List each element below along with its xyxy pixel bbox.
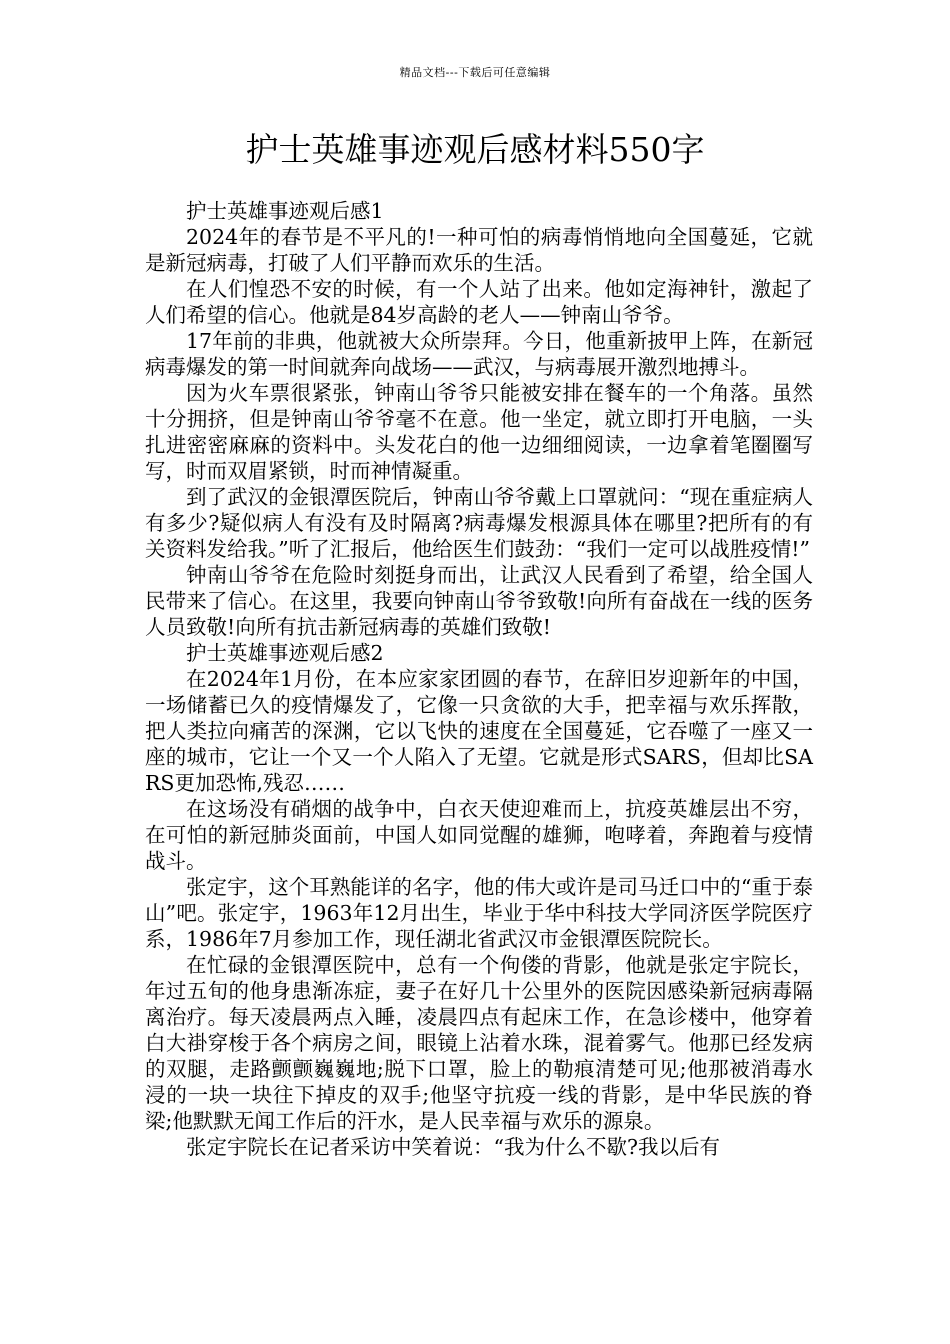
- body-paragraph: 张定宇院长在记者采访中笑着说：“我为什么不歇?我以后有: [186, 1135, 720, 1159]
- body-paragraph: 17年前的非典，他就被大众所崇拜。今日，他重新披甲上阵，在新冠病毒爆发的第一时间就奔向战场——武汉，与病毒展开激烈地搏斗。: [145, 329, 813, 379]
- body-paragraph: 在忙碌的金银潭医院中，总有一个佝偻的背影，他就是张定宇院长，年过五旬的他身患渐冻症，妻子在好几十公里外的医院因感染新冠病毒隔离治疗。每天凌晨两点入睡，凌晨四点有起床工作，在急诊楼中，他穿着白大褂穿梭于各个病房之间，眼镜上沾着水珠，混着雾气。他那已经发病的双腿，走路颤颤巍巍地;脱下口罩，脸上的勒痕清楚可见;他那被消毒水浸的一块一块往下掉皮的双手;他坚守抗疫一线的背影，是中华民族的脊梁;他默默无闻工作后的汗水，是人民幸福与欢乐的源泉。: [145, 953, 813, 1133]
- document-title: 护士英雄事迹观后感材料550字: [245, 130, 705, 169]
- body-paragraph: 在这场没有硝烟的战争中，白衣天使迎难而上，抗疫英雄层出不穷，在可怕的新冠肺炎面前，中国人如同觉醒的雄狮，咆哮着，奔跑着与疫情战斗。: [145, 797, 813, 873]
- body-paragraph: 在2024年1月份，在本应家家团圆的春节，在辞旧岁迎新年的中国，一场储蓄已久的疫情爆发了，它像一只贪欲的大手，把幸福与欢乐挥散，把人类拉向痛苦的深渊，它以飞快的速度在全国蔓延，它吞噬了一座又一座的城市，它让一个又一个人陷入了无望。它就是形式SARS，但却比SARS更加恐怖,残忍……: [145, 667, 813, 795]
- body-paragraph: 到了武汉的金银潭医院后，钟南山爷爷戴上口罩就问：“现在重症病人有多少?疑似病人有没有及时隔离?病毒爆发根源具体在哪里?把所有的有关资料发给我。”听了汇报后，他给医生们鼓劲：“我们一定可以战胜疫情!”: [145, 485, 813, 561]
- page-header-note: 精品文档---下载后可任意编辑: [399, 66, 551, 79]
- document-body: [145, 198, 813, 1160]
- body-paragraph: 钟南山爷爷在危险时刻挺身而出，让武汉人民看到了希望，给全国人民带来了信心。在这里，我要向钟南山爷爷致敬!向所有奋战在一线的医务人员致敬!向所有抗击新冠病毒的英雄们致敬!: [145, 563, 813, 639]
- body-paragraph: 2024年的春节是不平凡的!一种可怕的病毒悄悄地向全国蔓延，它就是新冠病毒，打破了人们平静而欢乐的生活。: [145, 225, 813, 275]
- body-paragraph: 在人们惶恐不安的时候，有一个人站了出来。他如定海神针，激起了人们希望的信心。他就是84岁高龄的老人——钟南山爷爷。: [145, 277, 813, 327]
- body-paragraph: 张定宇，这个耳熟能详的名字，他的伟大或许是司马迁口中的“重于泰山”吧。张定宇，1963年12月出生，毕业于华中科技大学同济医学院医疗系，1986年7月参加工作，现任湖北省武汉市金银潭医院院长。: [145, 875, 813, 951]
- body-paragraph: 因为火车票很紧张，钟南山爷爷只能被安排在餐车的一个角落。虽然十分拥挤，但是钟南山爷爷毫不在意。他一坐定，就立即打开电脑，一头扎进密密麻麻的资料中。头发花白的他一边细细阅读，一边拿着笔圈圈写写，时而双眉紧锁，时而神情凝重。: [145, 381, 813, 483]
- section-heading: 护士英雄事迹观后感1: [186, 199, 384, 223]
- section-heading: 护士英雄事迹观后感2: [186, 641, 384, 665]
